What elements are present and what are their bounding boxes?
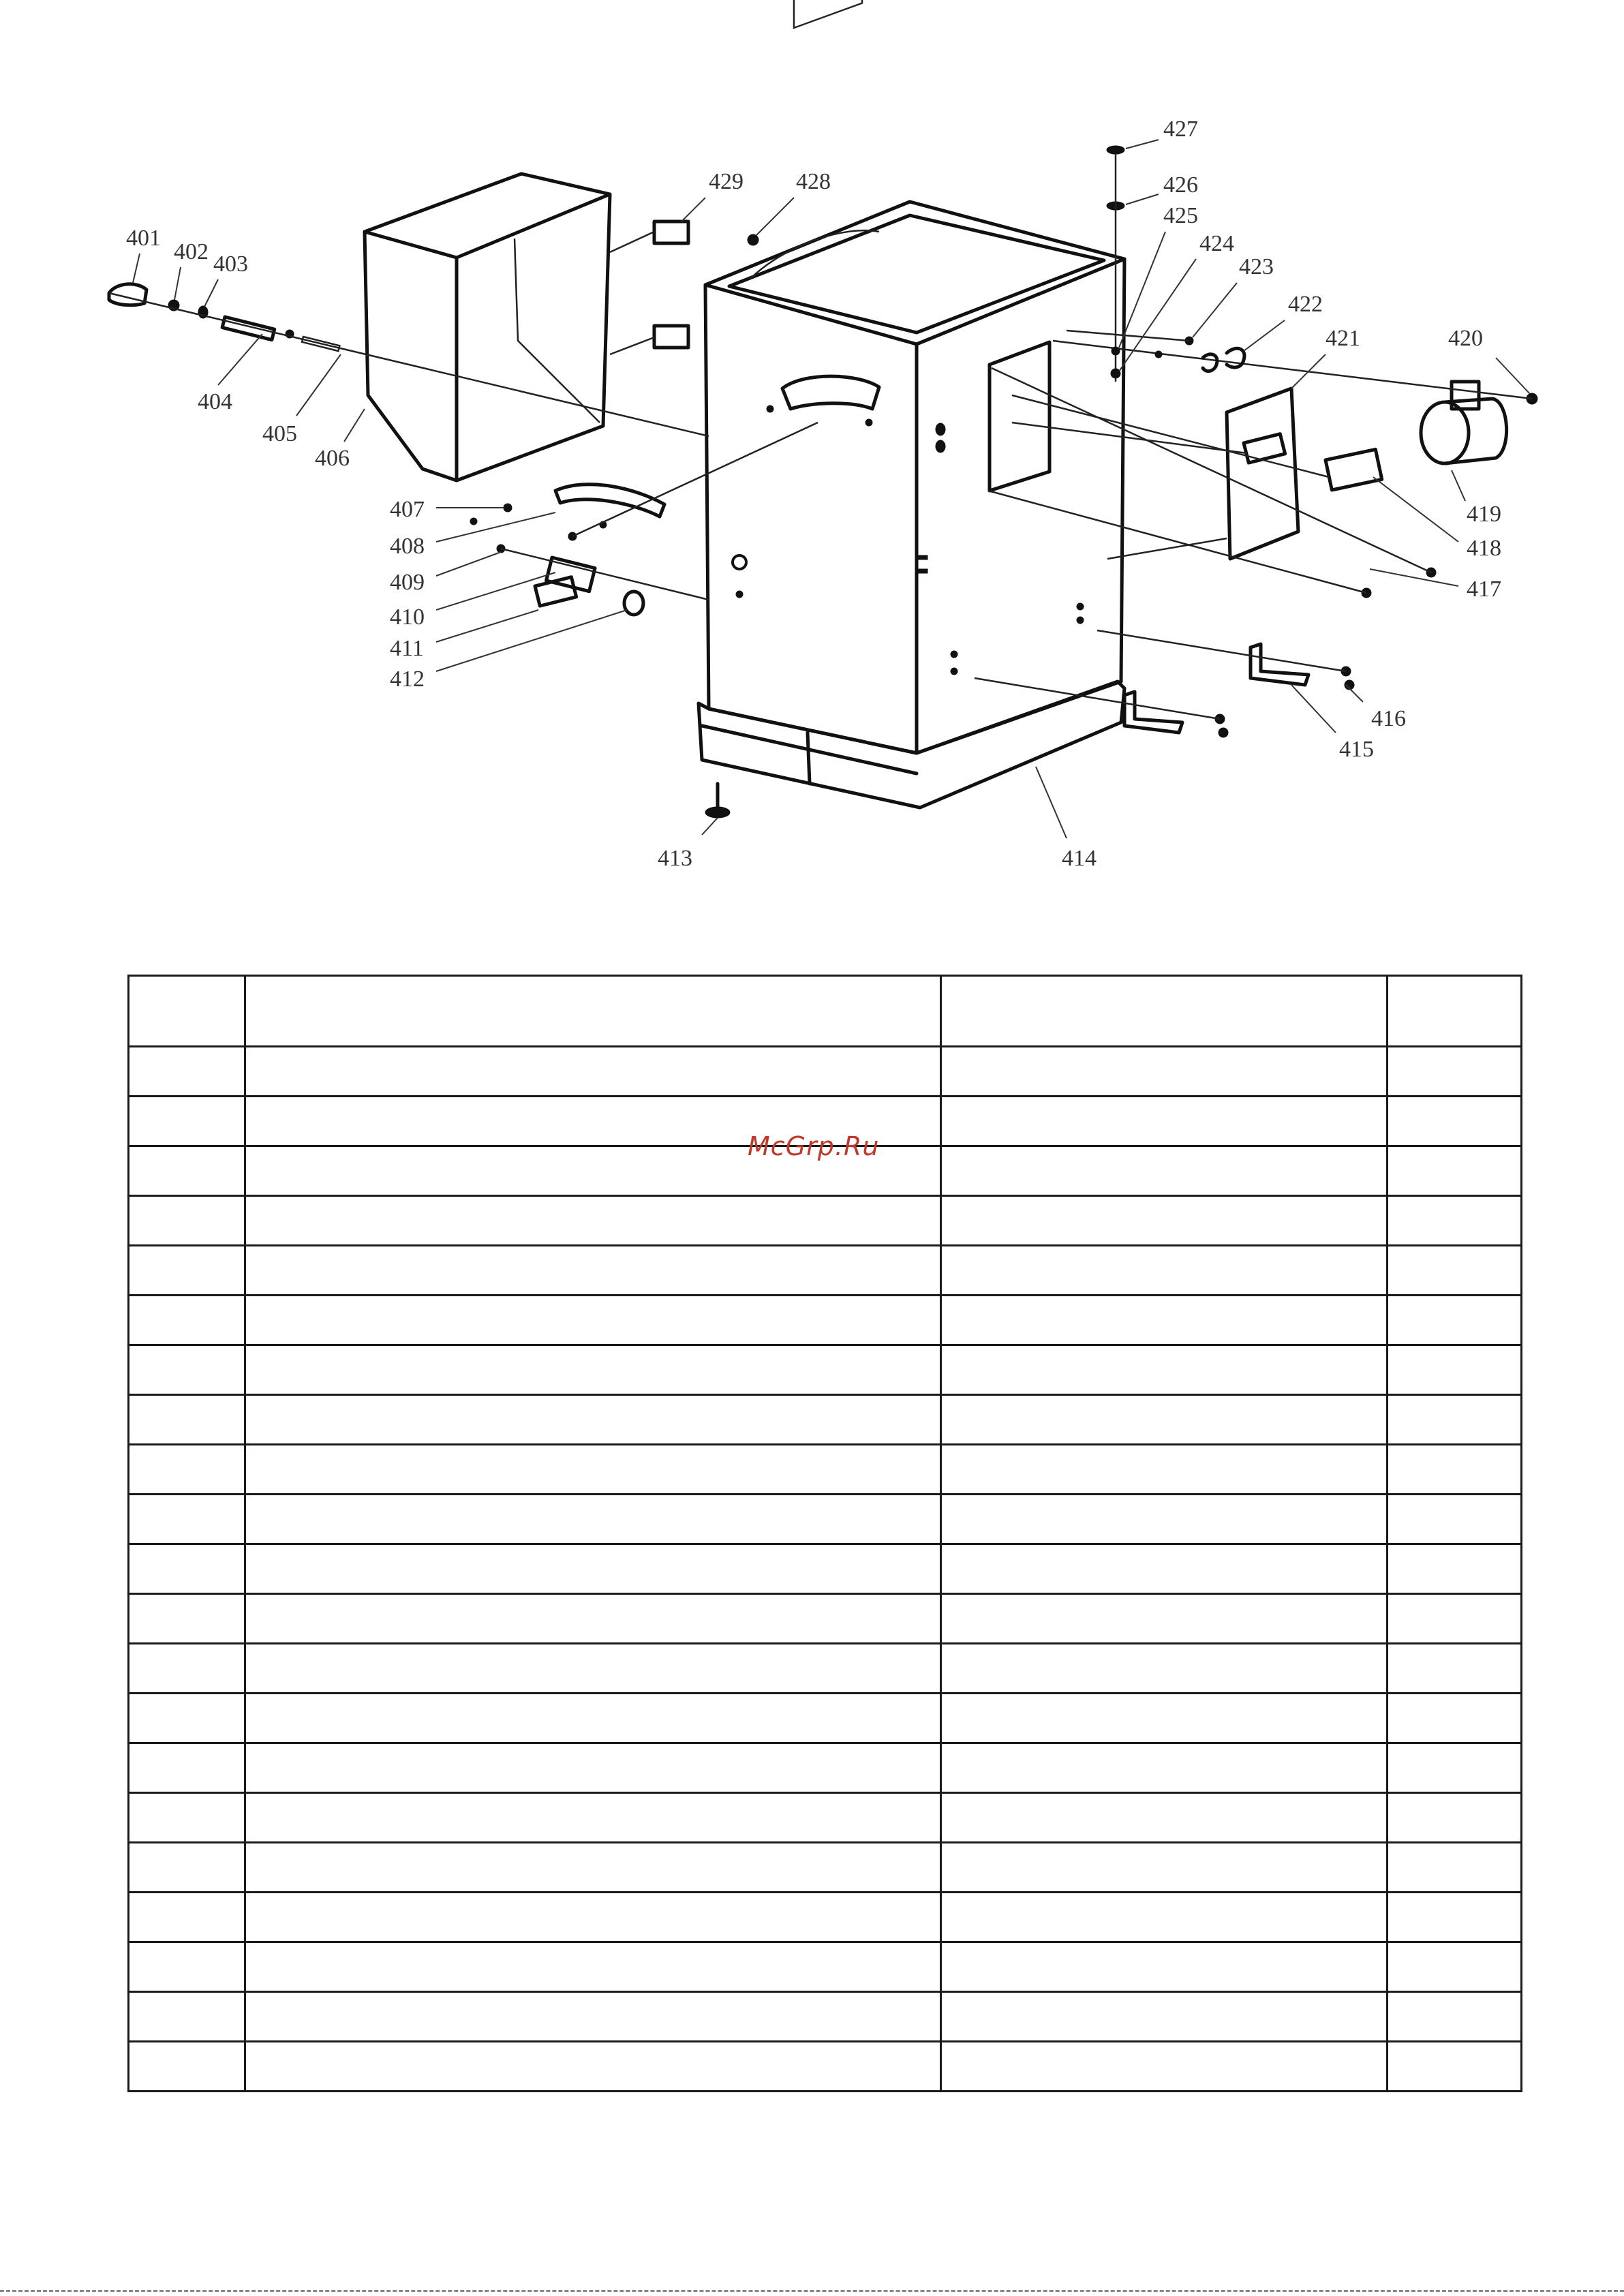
table-row <box>129 1246 1522 1296</box>
table-row <box>129 1196 1522 1246</box>
table-cell <box>1388 1644 1522 1694</box>
table-cell <box>941 2042 1388 2092</box>
callout-426: 426 <box>1163 172 1198 198</box>
table-cell <box>941 1544 1388 1594</box>
callout-425: 425 <box>1163 203 1198 228</box>
callout-401: 401 <box>126 226 161 251</box>
table-cell <box>129 2042 245 2092</box>
callout-404: 404 <box>198 389 232 414</box>
table-cell <box>941 1395 1388 1445</box>
table-cell <box>941 1047 1388 1097</box>
callout-424: 424 <box>1199 231 1234 256</box>
callout-411: 411 <box>390 636 424 661</box>
callout-403: 403 <box>213 251 248 277</box>
table-cell <box>245 1445 941 1495</box>
callout-428: 428 <box>796 169 831 194</box>
table-cell <box>941 1246 1388 1296</box>
table-cell <box>245 1296 941 1345</box>
table-header-row <box>129 976 1522 1047</box>
table-cell <box>129 1345 245 1395</box>
table-cell <box>1388 1047 1522 1097</box>
table-row <box>129 1843 1522 1893</box>
table-cell <box>129 1594 245 1644</box>
table-cell <box>245 1395 941 1445</box>
callout-402: 402 <box>174 239 209 264</box>
table-row <box>129 1893 1522 1942</box>
table-row <box>129 1694 1522 1743</box>
table-cell <box>129 1544 245 1594</box>
table-cell <box>941 1893 1388 1942</box>
table-cell <box>129 1395 245 1445</box>
table-row <box>129 1743 1522 1793</box>
table-cell <box>941 1296 1388 1345</box>
callout-427: 427 <box>1163 117 1198 142</box>
table-cell <box>245 1246 941 1296</box>
table-row <box>129 1445 1522 1495</box>
page-bottom-rule <box>0 2290 1624 2292</box>
table-cell <box>245 1942 941 1992</box>
table-cell <box>245 1196 941 1246</box>
table-cell <box>1388 1395 1522 1445</box>
exploded-parts-diagram <box>0 0 1624 906</box>
table-cell <box>941 1495 1388 1544</box>
callout-416: 416 <box>1371 706 1406 731</box>
table-row <box>129 1644 1522 1694</box>
table-cell <box>129 1893 245 1942</box>
cabinet-door <box>365 174 610 480</box>
table-cell <box>941 1793 1388 1843</box>
callout-419: 419 <box>1467 502 1501 527</box>
dust-port-assembly <box>988 341 1537 598</box>
table-cell <box>245 1793 941 1843</box>
watermark: McGrp.Ru <box>748 1131 880 1161</box>
table-cell <box>941 1594 1388 1644</box>
table-cell <box>941 1694 1388 1743</box>
table-cell <box>1388 1246 1522 1296</box>
callout-407: 407 <box>390 497 425 522</box>
table-cell <box>941 976 1388 1047</box>
leveling-foot <box>705 784 730 818</box>
table-row <box>129 1047 1522 1097</box>
table-cell <box>941 1992 1388 2042</box>
brackets <box>975 630 1354 737</box>
table-cell <box>129 1942 245 1992</box>
table-cell <box>1388 1296 1522 1345</box>
table-row <box>129 1345 1522 1395</box>
table-cell <box>129 1047 245 1097</box>
tilt-scale-parts <box>470 423 818 615</box>
table-cell <box>245 1594 941 1644</box>
table-cell <box>129 1445 245 1495</box>
table-row <box>129 1942 1522 1992</box>
table-cell <box>1388 1992 1522 2042</box>
table-cell <box>1388 1146 1522 1196</box>
table-row <box>129 1495 1522 1544</box>
table-cell <box>245 1544 941 1594</box>
table-row <box>129 1793 1522 1843</box>
callout-420: 420 <box>1448 326 1483 351</box>
table-cell <box>941 1843 1388 1893</box>
table-row <box>129 1544 1522 1594</box>
table-row <box>129 1594 1522 1644</box>
table-cell <box>941 1196 1388 1246</box>
table-cell <box>245 1047 941 1097</box>
table-cell <box>1388 1694 1522 1743</box>
table-cell <box>245 1893 941 1942</box>
table-cell <box>1388 2042 1522 2092</box>
callout-423: 423 <box>1239 254 1274 279</box>
table-row <box>129 2042 1522 2092</box>
callout-406: 406 <box>315 446 350 471</box>
table-cell <box>129 976 245 1047</box>
callout-410: 410 <box>390 604 425 630</box>
callout-405: 405 <box>262 421 297 446</box>
table-cell <box>941 1644 1388 1694</box>
callout-418: 418 <box>1467 536 1501 561</box>
table-cell <box>129 1146 245 1196</box>
table-cell <box>129 1644 245 1694</box>
table-cell <box>245 2042 941 2092</box>
table-cell <box>941 1146 1388 1196</box>
table-cell <box>1388 1097 1522 1146</box>
table-cell <box>1388 1445 1522 1495</box>
table-cell <box>245 1644 941 1694</box>
table-cell <box>941 1097 1388 1146</box>
callout-408: 408 <box>390 534 425 559</box>
callout-429: 429 <box>709 169 744 194</box>
table-cell <box>245 1743 941 1793</box>
table-cell <box>1388 1594 1522 1644</box>
table-cell <box>245 1495 941 1544</box>
table-row <box>129 1992 1522 2042</box>
table-cell <box>245 1843 941 1893</box>
table-cell <box>129 1246 245 1296</box>
table-cell <box>245 1992 941 2042</box>
table-cell <box>1388 1196 1522 1246</box>
table-cell <box>129 1694 245 1743</box>
table-cell <box>129 1196 245 1246</box>
table-cell <box>1388 1495 1522 1544</box>
table-cell <box>1388 976 1522 1047</box>
table-cell <box>941 1743 1388 1793</box>
table-cell <box>129 1495 245 1544</box>
table-cell <box>129 1097 245 1146</box>
callout-413: 413 <box>658 846 692 871</box>
table-cell <box>245 1345 941 1395</box>
table-cell <box>1388 1544 1522 1594</box>
cabinet-body <box>705 0 1124 753</box>
callout-422: 422 <box>1288 292 1323 317</box>
callout-415: 415 <box>1339 737 1374 762</box>
callout-414: 414 <box>1062 846 1097 871</box>
table-cell <box>1388 1843 1522 1893</box>
table-cell <box>129 1992 245 2042</box>
table-cell <box>245 1694 941 1743</box>
table-cell <box>129 1743 245 1793</box>
table-cell <box>941 1942 1388 1992</box>
table-cell <box>941 1445 1388 1495</box>
table-cell <box>1388 1793 1522 1843</box>
table-row <box>129 1395 1522 1445</box>
table-cell <box>941 1345 1388 1395</box>
callout-412: 412 <box>390 667 425 692</box>
callout-409: 409 <box>390 570 425 595</box>
table-cell <box>1388 1345 1522 1395</box>
table-cell <box>129 1843 245 1893</box>
table-cell <box>245 976 941 1047</box>
table-row <box>129 1296 1522 1345</box>
table-cell <box>1388 1743 1522 1793</box>
callouts <box>126 117 1530 871</box>
callout-421: 421 <box>1326 326 1360 351</box>
table-cell <box>129 1793 245 1843</box>
table-cell <box>1388 1893 1522 1942</box>
table-cell <box>129 1296 245 1345</box>
table-cell <box>1388 1942 1522 1992</box>
callout-417: 417 <box>1467 577 1501 602</box>
cabinet-base <box>699 682 1124 808</box>
